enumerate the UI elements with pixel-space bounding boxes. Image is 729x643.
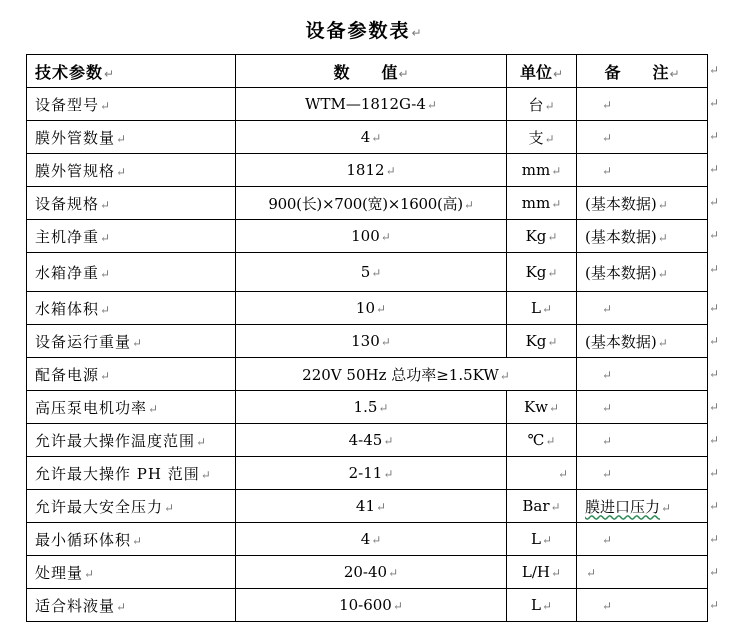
cell-mark-icon: ↵	[385, 164, 396, 178]
param-cell: 设备型号↵	[27, 88, 236, 121]
row-end-mark-icon: ↵	[709, 162, 720, 176]
value-cell: 1812↵	[236, 154, 507, 187]
table-header-row	[27, 55, 708, 88]
cell-mark-icon: ↵	[100, 98, 112, 113]
unit-cell: L/H↵	[507, 556, 577, 589]
table-row	[27, 523, 708, 556]
row-end-mark-icon: ↵	[709, 433, 720, 447]
cell-mark-icon: ↵	[392, 599, 403, 613]
param-cell: 水箱净重↵	[27, 253, 236, 292]
cell-mark-icon: ↵	[383, 467, 394, 481]
note-cell	[577, 523, 708, 556]
cell-mark-icon: ↵	[602, 164, 613, 178]
cell-mark-icon: ↵	[551, 566, 562, 580]
cell-mark-icon: ↵	[544, 98, 555, 113]
param-cell: 水箱体积↵	[27, 292, 236, 325]
row-end-mark-icon: ↵	[709, 129, 720, 143]
note-cell	[577, 424, 708, 457]
param-cell: 主机净重↵	[27, 220, 236, 253]
note-cell	[577, 154, 708, 187]
row-end-mark-icon: ↵	[709, 532, 720, 546]
cell-mark-icon: ↵	[371, 266, 382, 280]
note-cell	[577, 358, 708, 391]
param-cell: 膜外管数量↵	[27, 121, 236, 154]
unit-cell: mm↵	[507, 154, 577, 187]
cell-mark-icon: ↵	[398, 66, 409, 81]
value-cell: 4-45↵	[236, 424, 507, 457]
value-cell: 20-40↵	[236, 556, 507, 589]
paragraph-mark-icon: ↵	[411, 26, 424, 40]
spellcheck-underlined-text: 膜进口压力	[585, 497, 661, 516]
cell-mark-icon: ↵	[376, 500, 387, 514]
note-cell	[577, 490, 708, 523]
cell-mark-icon: ↵	[499, 368, 510, 383]
param-cell: 膜外管规格↵	[27, 154, 236, 187]
cell-mark-icon: ↵	[463, 197, 474, 212]
param-cell: 适合料液量↵	[27, 589, 236, 622]
cell-mark-icon: ↵	[657, 266, 668, 281]
cell-mark-icon: ↵	[550, 500, 561, 514]
unit-cell: mm↵	[507, 187, 577, 220]
cell-mark-icon: ↵	[116, 599, 128, 614]
unit-cell: L↵	[507, 589, 577, 622]
row-end-mark-icon: ↵	[709, 63, 720, 77]
param-cell: 最小循环体积↵	[27, 523, 236, 556]
param-cell: 设备运行重量↵	[27, 325, 236, 358]
cell-mark-icon: ↵	[116, 131, 128, 146]
cell-mark-icon: ↵	[380, 230, 391, 244]
cell-mark-icon: ↵	[378, 401, 389, 415]
cell-mark-icon: ↵	[104, 66, 116, 81]
row-end-mark-icon: ↵	[709, 598, 720, 612]
table-row	[27, 253, 708, 292]
note-cell: (基本数据)↵	[577, 187, 708, 220]
table-row	[27, 457, 708, 490]
cell-mark-icon: ↵	[669, 66, 680, 81]
table-row	[27, 292, 708, 325]
table-row	[27, 325, 708, 358]
cell-mark-icon: ↵	[657, 335, 668, 350]
unit-cell: L↵	[507, 292, 577, 325]
table-row	[27, 88, 708, 121]
cell-mark-icon: ↵	[100, 368, 112, 383]
cell-mark-icon: ↵	[383, 434, 394, 448]
table-row	[27, 154, 708, 187]
cell-mark-icon: ↵	[200, 467, 212, 482]
cell-mark-icon: ↵	[547, 335, 558, 349]
param-cell: 高压泵电机功率↵	[27, 391, 236, 424]
value-cell: 900(长)×700(宽)×1600(高)↵	[236, 187, 507, 220]
cell-mark-icon: ↵	[541, 533, 553, 547]
unit-cell: Kg↵	[507, 253, 577, 292]
row-end-mark-icon: ↵	[709, 195, 720, 209]
cell-mark-icon: ↵	[100, 266, 112, 281]
cell-mark-icon: ↵	[552, 66, 564, 81]
param-cell: 配备电源↵	[27, 358, 236, 391]
cell-mark-icon: ↵	[602, 434, 613, 448]
cell-mark-icon: ↵	[551, 197, 562, 211]
header-value: 数 值↵	[236, 55, 507, 88]
cell-mark-icon: ↵	[100, 230, 112, 245]
header-param: 技术参数↵	[27, 55, 236, 88]
table-row	[27, 220, 708, 253]
value-cell: 4↵	[236, 121, 507, 154]
unit-cell	[507, 457, 577, 490]
cell-mark-icon: ↵	[548, 401, 560, 415]
cell-mark-icon: ↵	[148, 401, 160, 416]
cell-mark-icon: ↵	[547, 266, 558, 280]
value-cell: 220V 50Hz 总功率≥1.5KW↵	[236, 358, 577, 391]
cell-mark-icon: ↵	[586, 566, 597, 580]
param-cell: 处理量↵	[27, 556, 236, 589]
unit-cell: Kw↵	[507, 391, 577, 424]
cell-mark-icon: ↵	[116, 164, 128, 179]
value-cell: 4↵	[236, 523, 507, 556]
cell-mark-icon: ↵	[371, 131, 382, 145]
cell-mark-icon: ↵	[100, 302, 112, 317]
cell-mark-icon: ↵	[602, 302, 613, 316]
unit-cell: ℃↵	[507, 424, 577, 457]
table-row	[27, 490, 708, 523]
document-title	[0, 16, 729, 43]
value-cell: 5↵	[236, 253, 507, 292]
cell-mark-icon: ↵	[547, 230, 558, 244]
cell-mark-icon: ↵	[371, 533, 382, 547]
note-cell	[577, 88, 708, 121]
cell-mark-icon: ↵	[132, 335, 144, 350]
note-cell: (基本数据)↵	[577, 325, 708, 358]
value-cell: WTM—1812G-4↵	[236, 88, 507, 121]
value-cell: 10-600↵	[236, 589, 507, 622]
value-cell: 2-11↵	[236, 457, 507, 490]
row-end-mark-icon: ↵	[709, 96, 720, 110]
parameter-table	[26, 54, 708, 622]
cell-mark-icon: ↵	[602, 131, 613, 145]
cell-mark-icon: ↵	[602, 401, 613, 415]
cell-mark-icon: ↵	[602, 599, 613, 613]
cell-mark-icon: ↵	[100, 197, 112, 212]
note-cell	[577, 121, 708, 154]
note-cell	[577, 391, 708, 424]
cell-mark-icon: ↵	[544, 131, 555, 146]
row-end-mark-icon: ↵	[709, 334, 720, 348]
cell-mark-icon: ↵	[657, 230, 668, 245]
table-row	[27, 424, 708, 457]
value-cell: 100↵	[236, 220, 507, 253]
cell-mark-icon: ↵	[84, 566, 96, 581]
title-text: 设备参数表	[305, 20, 411, 42]
table-row	[27, 556, 708, 589]
note-cell	[577, 589, 708, 622]
cell-mark-icon: ↵	[602, 368, 613, 382]
header-note: 备 注↵	[577, 55, 708, 88]
value-cell: 130↵	[236, 325, 507, 358]
row-end-mark-icon: ↵	[709, 466, 720, 480]
note-cell	[577, 457, 708, 490]
row-end-mark-icon: ↵	[709, 499, 720, 513]
cell-mark-icon: ↵	[602, 98, 613, 112]
unit-cell: Kg↵	[507, 325, 577, 358]
note-cell: (基本数据)↵	[577, 220, 708, 253]
unit-cell: L↵	[507, 523, 577, 556]
cell-mark-icon: ↵	[541, 302, 553, 316]
table-row	[27, 391, 708, 424]
header-unit: 单位↵	[507, 55, 577, 88]
note-cell: (基本数据)↵	[577, 253, 708, 292]
row-end-mark-icon: ↵	[709, 262, 720, 276]
table-row	[27, 187, 708, 220]
value-cell: 1.5↵	[236, 391, 507, 424]
cell-mark-icon: ↵	[388, 566, 399, 580]
cell-mark-icon: ↵	[557, 467, 568, 481]
cell-mark-icon: ↵	[164, 500, 176, 515]
cell-mark-icon: ↵	[602, 467, 613, 481]
value-cell: 10↵	[236, 292, 507, 325]
cell-mark-icon: ↵	[426, 98, 437, 112]
row-end-mark-icon: ↵	[709, 301, 720, 315]
param-cell: 设备规格↵	[27, 187, 236, 220]
note-cell	[577, 556, 708, 589]
cell-mark-icon: ↵	[661, 500, 672, 515]
param-cell: 允许最大安全压力↵	[27, 490, 236, 523]
cell-mark-icon: ↵	[376, 302, 387, 316]
cell-mark-icon: ↵	[541, 599, 553, 613]
param-cell: 允许最大操作 PH 范围↵	[27, 457, 236, 490]
cell-mark-icon: ↵	[551, 164, 562, 178]
unit-cell: Kg↵	[507, 220, 577, 253]
table-row	[27, 121, 708, 154]
row-end-mark-icon: ↵	[709, 565, 720, 579]
unit-cell: Bar↵	[507, 490, 577, 523]
row-end-mark-icon: ↵	[709, 367, 720, 381]
cell-mark-icon: ↵	[602, 533, 613, 547]
cell-mark-icon: ↵	[380, 335, 391, 349]
table-row	[27, 358, 708, 391]
value-cell: 41↵	[236, 490, 507, 523]
cell-mark-icon: ↵	[196, 434, 208, 449]
param-cell: 允许最大操作温度范围↵	[27, 424, 236, 457]
row-end-mark-icon: ↵	[709, 400, 720, 414]
cell-mark-icon: ↵	[657, 197, 668, 212]
row-end-mark-icon: ↵	[709, 228, 720, 242]
table-row	[27, 589, 708, 622]
note-cell	[577, 292, 708, 325]
unit-cell: 支↵	[507, 121, 577, 154]
cell-mark-icon: ↵	[132, 533, 144, 548]
cell-mark-icon: ↵	[545, 434, 556, 448]
unit-cell: 台↵	[507, 88, 577, 121]
